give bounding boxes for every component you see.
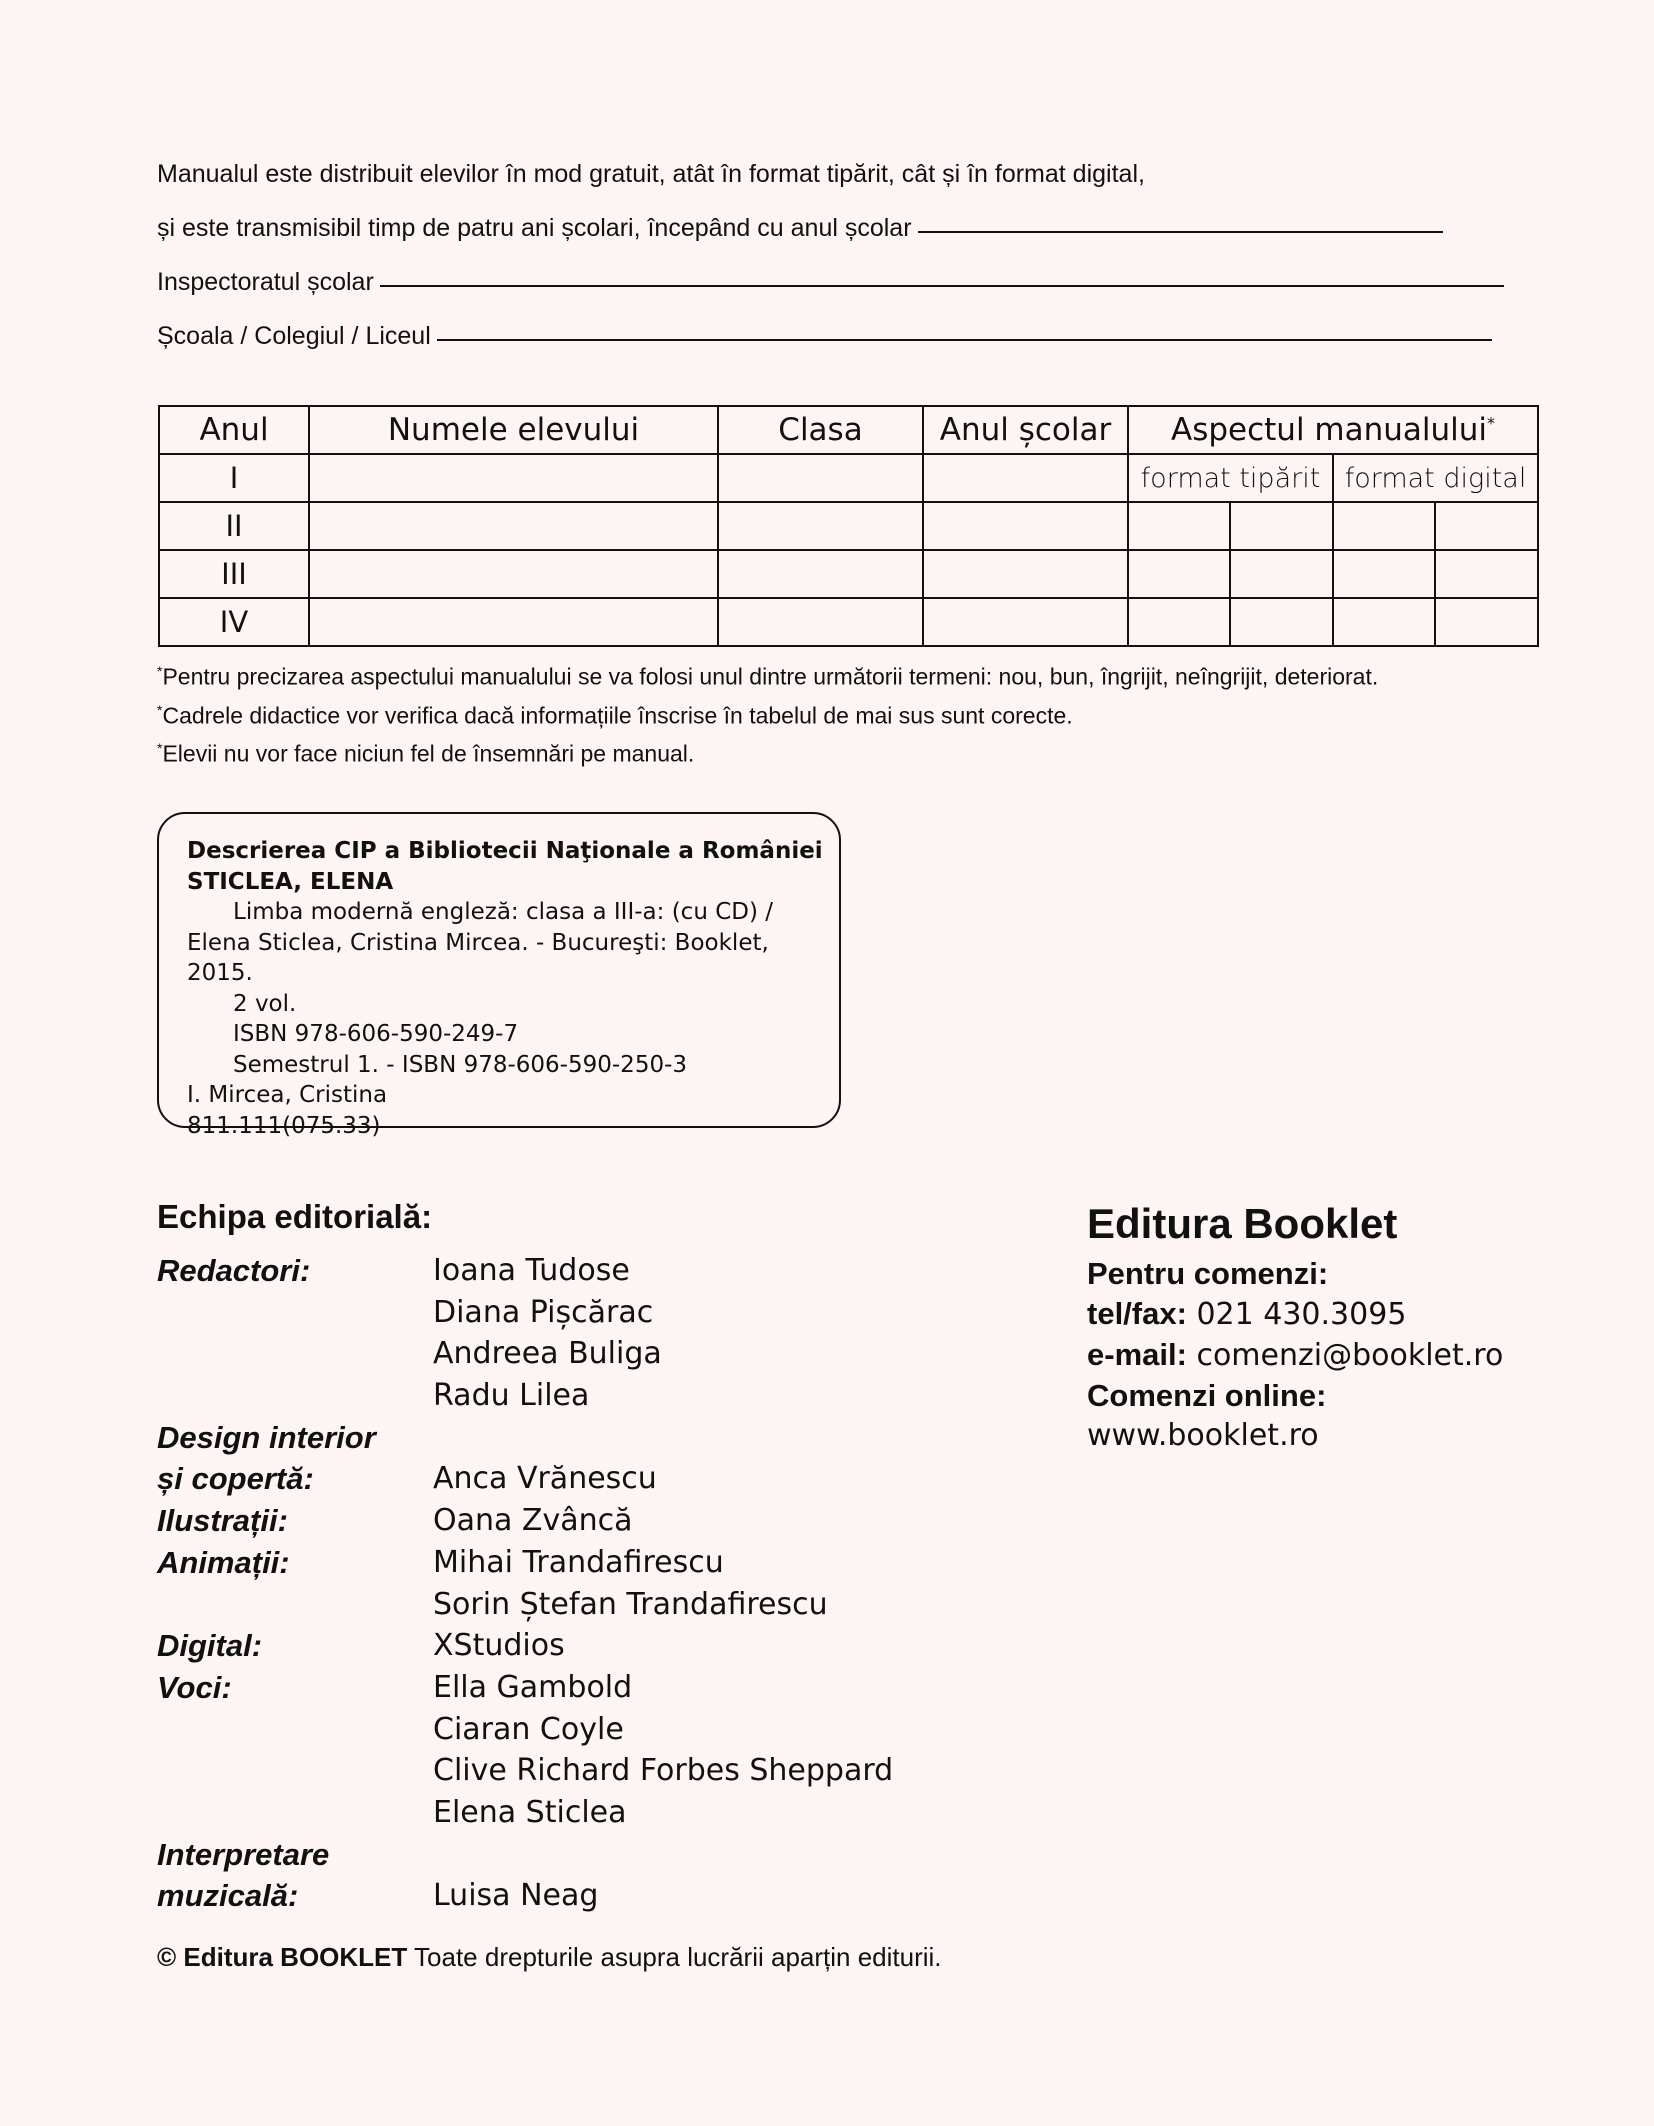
note-3: [157, 732, 1378, 771]
tel-line: [1087, 1294, 1503, 1335]
class-cell[interactable]: [718, 502, 923, 550]
note-star: *: [157, 663, 163, 679]
team-row: [157, 1458, 893, 1500]
note-star: *: [157, 740, 163, 757]
team-row: [157, 1375, 893, 1417]
aspect-cell[interactable]: [1435, 550, 1538, 598]
school-year-blank[interactable]: [918, 231, 1443, 233]
name-cell[interactable]: [309, 502, 718, 550]
table-row: [159, 502, 1538, 550]
school-year-cell[interactable]: [923, 454, 1128, 502]
team-role: muzicală:: [157, 1878, 299, 1914]
team-role: Interpretare: [157, 1836, 330, 1872]
note-text: Elevii nu vor face niciun fel de însemnări pe manual.: [162, 740, 695, 767]
cip-author: STICLEA, ELENA: [187, 868, 394, 895]
tel-value: 021 430.3095: [1186, 1297, 1407, 1332]
team-member-name: Ioana Tudose: [433, 1253, 630, 1288]
header-aspect: [1128, 406, 1538, 454]
publisher-title: Editura Booklet: [1087, 1200, 1398, 1247]
header-aspect-text: Aspectul manualului: [1171, 412, 1488, 448]
team-row: [157, 1584, 893, 1626]
header-nume: Numele elevului: [309, 406, 718, 454]
team-row: [157, 1625, 893, 1667]
table-row: [159, 454, 1538, 502]
team-member-name: Radu Lilea: [433, 1378, 590, 1414]
aspect-cell[interactable]: [1435, 502, 1538, 550]
team-row: [157, 1292, 893, 1334]
team-member-name: Oana Zvâncă: [433, 1503, 633, 1539]
aspect-cell[interactable]: [1333, 550, 1435, 598]
team-role: [157, 1333, 433, 1375]
table-header-row: [159, 406, 1538, 454]
team-member-name: Ella Gambold: [433, 1669, 633, 1705]
subheader-tiparit: format tipărit: [1128, 454, 1333, 502]
class-cell[interactable]: [718, 454, 923, 502]
note-star: *: [157, 701, 163, 718]
note-text: Pentru precizarea aspectului manualului se va folosi unul dintre următorii termeni: nou, bun, îngrijit, neîngrijit, deteriorat.: [162, 663, 1379, 690]
cip-classification: 811.111(075.33): [187, 1112, 381, 1139]
team-member-name: Elena Sticlea: [433, 1794, 627, 1830]
cip-line: 2 vol.: [233, 990, 297, 1017]
intro-text-2: și este transmisibil timp de patru ani școlari, începând cu anul școlar: [157, 214, 912, 242]
cip-line: Limba modernă engleză: clasa a III-a: (cu CD) /: [233, 899, 774, 925]
team-member-name: XStudios: [433, 1628, 565, 1664]
team-row: [157, 1834, 893, 1876]
publisher-contact: [1087, 1200, 1503, 1456]
aspect-cell[interactable]: [1128, 550, 1230, 598]
cip-isbn: ISBN 978-606-590-249-7: [233, 1021, 519, 1047]
team-row: [157, 1417, 893, 1459]
team-row: [157, 1792, 893, 1834]
note-text: Cadrele didactice vor verifica dacă informațiile înscrise în tabelul de mai sus sunt corecte.: [162, 702, 1073, 729]
team-row: [157, 1250, 893, 1292]
team-role: [157, 1750, 433, 1792]
cip-heading: Descrierea CIP a Bibliotecii Naţionale a României: [187, 838, 823, 864]
orders-label: Pentru comenzi:: [1087, 1256, 1329, 1291]
school-year-cell[interactable]: [923, 550, 1128, 598]
aspect-cell[interactable]: [1128, 598, 1230, 646]
school-blank[interactable]: [437, 339, 1492, 341]
row-year: I: [159, 454, 309, 502]
textbook-register-table: [158, 405, 1539, 647]
aspect-cell[interactable]: [1333, 598, 1435, 646]
aspect-cell[interactable]: [1333, 502, 1435, 550]
table-row: [159, 598, 1538, 646]
school-label: Școala / Colegiul / Liceul: [157, 322, 431, 350]
team-title: Echipa editorială:: [157, 1198, 433, 1235]
row-year: II: [159, 502, 309, 550]
team-row: [157, 1500, 893, 1542]
table-notes: [157, 655, 1378, 771]
team-row: [157, 1333, 893, 1375]
team-row: [157, 1667, 893, 1709]
team-member-name: Sorin Ștefan Trandafirescu: [433, 1586, 828, 1622]
aspect-cell[interactable]: [1230, 598, 1333, 646]
header-asterisk: *: [1487, 413, 1496, 433]
team-role: Design interior: [157, 1419, 376, 1455]
school-year-cell[interactable]: [923, 502, 1128, 550]
school-year-cell[interactable]: [923, 598, 1128, 646]
team-member-name: Clive Richard Forbes Sheppard: [433, 1753, 894, 1789]
team-member-name: Ciaran Coyle: [433, 1711, 624, 1747]
table-row: [159, 550, 1538, 598]
class-cell[interactable]: [718, 550, 923, 598]
note-1: [157, 655, 1378, 694]
note-2: [157, 694, 1378, 733]
class-cell[interactable]: [718, 598, 923, 646]
team-row: [157, 1750, 893, 1792]
email-line: [1087, 1335, 1503, 1376]
header-anul-scolar: Anul școlar: [923, 406, 1128, 454]
team-role: Ilustrații:: [157, 1503, 288, 1539]
name-cell[interactable]: [309, 598, 718, 646]
intro-line-1: [157, 160, 1145, 189]
intro-line-3: [157, 268, 1504, 297]
team-role: Animații:: [157, 1544, 290, 1580]
team-row: [157, 1875, 893, 1917]
team-member-name: Andreea Buliga: [433, 1336, 662, 1372]
team-role: [157, 1792, 433, 1834]
tel-label: tel/fax:: [1087, 1296, 1187, 1331]
team-member-name: Diana Pișcărac: [433, 1294, 654, 1330]
team-role: și copertă:: [157, 1461, 314, 1497]
online-label: Comenzi online:: [1087, 1378, 1327, 1413]
header-anul: Anul: [159, 406, 309, 454]
name-cell[interactable]: [309, 454, 718, 502]
aspect-cell[interactable]: [1435, 598, 1538, 646]
team-row: [157, 1709, 893, 1751]
team-role: Redactori:: [157, 1253, 311, 1288]
copyright-text: Toate drepturile asupra lucrării aparțin editurii.: [407, 1942, 942, 1972]
cip-isbn-semester: Semestrul 1. - ISBN 978-606-590-250-3: [233, 1051, 688, 1078]
intro-line-4: [157, 322, 1492, 351]
email-label: e-mail:: [1087, 1337, 1187, 1372]
editorial-team-list: [157, 1250, 893, 1917]
team-role: [157, 1375, 433, 1417]
aspect-cell[interactable]: [1230, 550, 1333, 598]
inspectorate-label: Inspectoratul școlar: [157, 268, 374, 296]
email-link[interactable]: comenzi@booklet.ro: [1186, 1338, 1504, 1373]
name-cell[interactable]: [309, 550, 718, 598]
inspectorate-blank[interactable]: [380, 285, 1504, 287]
header-clasa: Clasa: [718, 406, 923, 454]
intro-line-2: [157, 214, 1443, 243]
subheader-digital: format digital: [1333, 454, 1538, 502]
team-member-name: Anca Vrănescu: [433, 1461, 657, 1497]
aspect-cell[interactable]: [1128, 502, 1230, 550]
row-year: III: [159, 550, 309, 598]
cip-line: I. Mircea, Cristina: [187, 1082, 388, 1108]
aspect-cell[interactable]: [1230, 502, 1333, 550]
copyright-owner: © Editura BOOKLET: [157, 1942, 408, 1972]
team-role: [157, 1709, 433, 1751]
cip-description-box: [157, 812, 841, 1139]
intro-text-1: Manualul este distribuit elevilor în mod gratuit, atât în format tipărit, cât și în format digital,: [157, 160, 1145, 188]
team-role: Voci:: [157, 1669, 232, 1705]
cip-line: Elena Sticlea, Cristina Mircea. - Bucureşti: Booklet, 2015.: [187, 929, 769, 986]
team-role: [157, 1584, 433, 1626]
team-role: Digital:: [157, 1628, 263, 1664]
team-row: [157, 1542, 893, 1584]
website-link[interactable]: www.booklet.ro: [1087, 1418, 1319, 1453]
team-role: [157, 1292, 433, 1334]
copyright-line: [157, 1942, 942, 1973]
team-member-name: Luisa Neag: [433, 1878, 599, 1914]
team-member-name: Mihai Trandafirescu: [433, 1544, 724, 1580]
row-year: IV: [159, 598, 309, 646]
